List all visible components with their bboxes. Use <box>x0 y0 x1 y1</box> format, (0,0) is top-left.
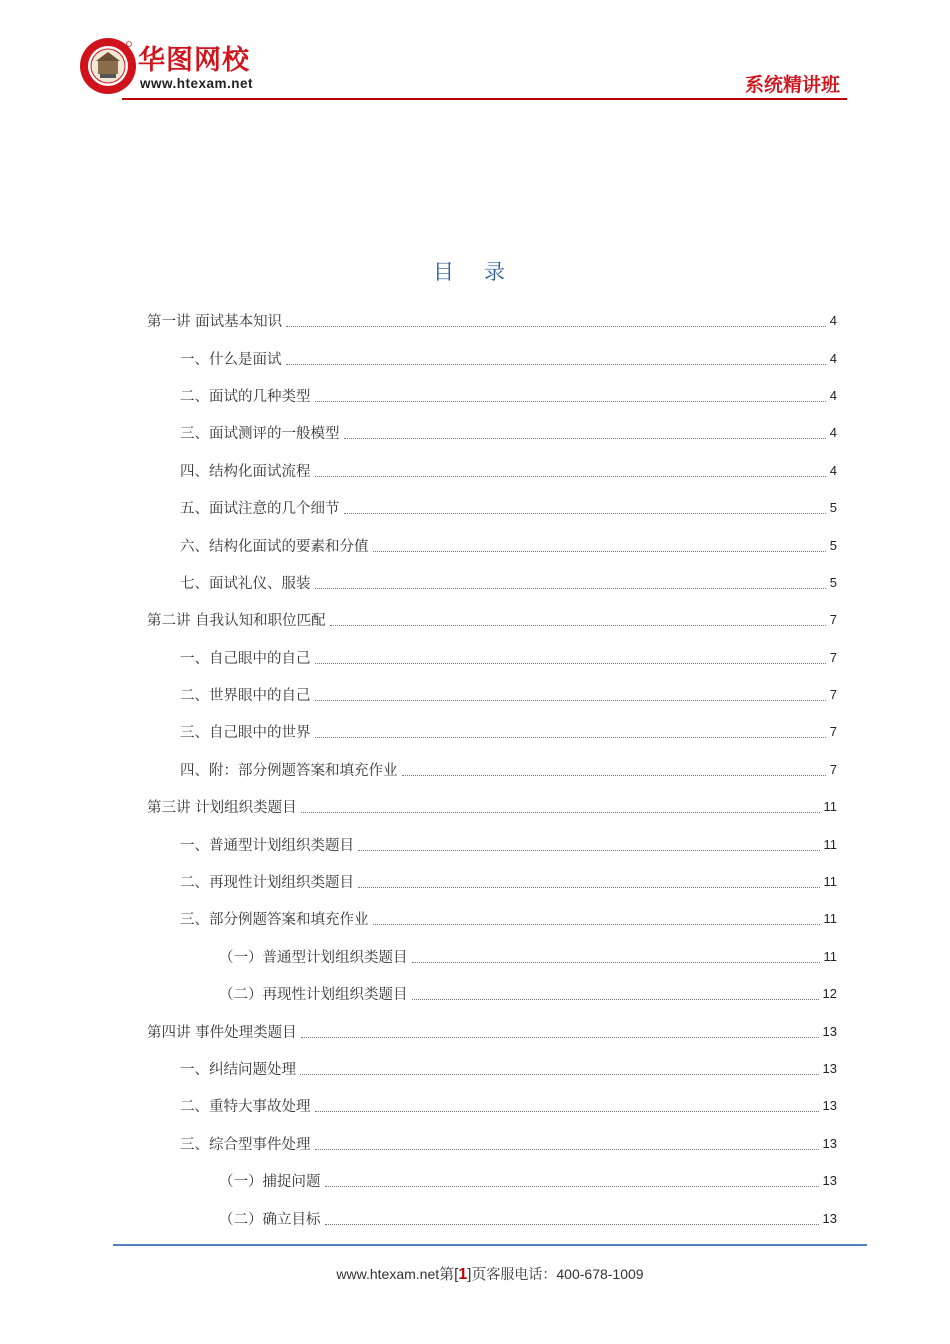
toc-entry-text: 一、什么是面试 <box>180 351 282 368</box>
dot-leader <box>300 1074 819 1075</box>
course-label: 系统精讲班 <box>744 74 840 96</box>
toc-page-number: 7 <box>829 649 837 665</box>
toc-entry-text: 一、纠结问题处理 <box>180 1062 296 1078</box>
dot-leader <box>373 924 820 925</box>
dot-leader <box>330 625 826 626</box>
toc-entry-text: 五、面试注意的几个细节 <box>180 501 340 518</box>
toc-entry-text: 三、面试测评的一般模型 <box>180 426 340 443</box>
toc-entry-text: （二）确立目标 <box>219 1211 321 1228</box>
toc-entry-text: 三、综合型事件处理 <box>180 1136 311 1153</box>
toc-entry-text: 一、普通型计划组织类题目 <box>180 837 354 854</box>
toc-page-number: 4 <box>829 387 837 403</box>
toc-entry[interactable] <box>147 639 837 676</box>
dot-leader <box>301 812 820 813</box>
huatu-logo-icon <box>78 36 138 96</box>
toc-entry[interactable] <box>147 938 837 975</box>
service-label: 客服电话： <box>486 1266 557 1282</box>
toc-page-number: 13 <box>822 1098 837 1114</box>
toc-page-number: 4 <box>829 425 837 441</box>
toc-entry-lecture-2[interactable] <box>147 601 837 638</box>
toc-entry[interactable] <box>147 526 837 563</box>
toc-page-number: 11 <box>823 836 837 852</box>
toc-page-number: 7 <box>829 612 837 628</box>
toc-page-number: 5 <box>829 537 837 553</box>
toc-entry-text: 第四讲 事件处理类题目 <box>147 1024 297 1041</box>
toc-page-number: 5 <box>829 574 837 590</box>
toc-entry[interactable] <box>147 489 837 526</box>
page-number-prefix: 第[ <box>439 1266 459 1283</box>
toc-page-number: 13 <box>822 1061 837 1076</box>
toc-entry-text: （一）普通型计划组织类题目 <box>219 949 408 966</box>
toc-entry[interactable] <box>147 751 837 788</box>
toc-entry[interactable] <box>147 863 837 900</box>
dot-leader <box>315 476 826 477</box>
toc-entry[interactable] <box>147 377 837 414</box>
toc-page-number: 13 <box>822 1210 837 1226</box>
toc-entry[interactable] <box>147 414 837 451</box>
toc-entry-text: 第一讲 面试基本知识 <box>147 314 283 331</box>
toc-entry[interactable] <box>147 1050 837 1087</box>
brand-url[interactable]: www.htexam.net <box>140 76 254 91</box>
dot-leader <box>412 962 820 963</box>
toc-page-number: 12 <box>822 986 837 1002</box>
toc-page-number: 11 <box>823 799 837 815</box>
toc-page-number: 7 <box>829 687 837 703</box>
dot-leader <box>315 737 826 738</box>
toc-entry[interactable] <box>147 339 837 376</box>
toc-page-number: 11 <box>823 874 837 890</box>
toc-entry[interactable] <box>147 676 837 713</box>
toc-entry-text: 四、结构化面试流程 <box>180 463 311 480</box>
toc-page-number: 4 <box>829 350 837 366</box>
toc-entry-text: 二、面试的几种类型 <box>180 388 311 405</box>
toc-entry-text: （二）再现性计划组织类题目 <box>219 987 408 1004</box>
dot-leader <box>301 1037 819 1038</box>
dot-leader <box>315 700 826 701</box>
dot-leader <box>325 1224 819 1225</box>
toc-entry[interactable] <box>147 1087 837 1124</box>
toc-entry-text: 七、面试礼仪、服装 <box>180 575 311 592</box>
toc-entry-lecture-3[interactable] <box>147 788 837 825</box>
header-divider <box>122 98 847 100</box>
toc-entry[interactable] <box>147 713 837 750</box>
toc-page-number: 4 <box>829 462 837 478</box>
footer-divider <box>113 1244 867 1246</box>
toc-entry-text: 一、自己眼中的自己 <box>180 650 311 667</box>
toc-entry-text: 二、世界眼中的自己 <box>180 688 311 705</box>
toc-entry-text: （一）捕捉问题 <box>219 1174 321 1191</box>
dot-leader <box>412 999 819 1000</box>
toc-entry[interactable] <box>147 825 837 862</box>
page-header <box>78 36 848 100</box>
toc-entry[interactable] <box>147 975 837 1012</box>
dot-leader <box>344 438 826 439</box>
toc-entry-text: 第三讲 计划组织类题目 <box>147 800 297 817</box>
dot-leader <box>286 326 826 327</box>
toc-page-number: 13 <box>822 1135 837 1151</box>
toc-entry-lecture-1[interactable] <box>147 302 837 339</box>
service-phone: 400-678-1009 <box>556 1266 644 1282</box>
toc-page-number: 7 <box>829 761 837 777</box>
toc-entry-text: 第二讲 自我认知和职位匹配 <box>147 613 326 630</box>
toc-page-number: 13 <box>822 1173 837 1189</box>
dot-leader <box>373 551 826 552</box>
dot-leader <box>315 401 826 402</box>
toc-entry[interactable] <box>147 1199 837 1236</box>
dot-leader <box>358 850 820 851</box>
dot-leader <box>315 1111 819 1112</box>
toc-page-number: 11 <box>823 911 837 927</box>
toc-entry-text: 三、自己眼中的世界 <box>180 725 311 742</box>
toc-entry[interactable] <box>147 452 837 489</box>
dot-leader <box>286 364 826 365</box>
dot-leader <box>325 1186 819 1187</box>
footer-url[interactable]: www.htexam.net <box>336 1266 440 1282</box>
toc-page-number: 5 <box>829 500 837 516</box>
dot-leader <box>315 663 826 664</box>
page-footer <box>0 1263 950 1284</box>
page-number: 1 <box>458 1266 468 1283</box>
brand-name: 华图网校 <box>138 45 250 76</box>
toc-entry-text: 三、部分例题答案和填充作业 <box>180 912 369 929</box>
toc-entry-text: 二、重特大事故处理 <box>180 1099 311 1116</box>
table-of-contents <box>147 302 837 1237</box>
dot-leader <box>315 588 826 589</box>
page-number-suffix: ]页 <box>467 1266 487 1283</box>
toc-page-number: 13 <box>822 1023 837 1039</box>
toc-page-number: 4 <box>829 313 837 329</box>
toc-entry-text: 二、再现性计划组织类题目 <box>180 875 354 892</box>
toc-page-number: 7 <box>829 724 837 740</box>
dot-leader <box>402 775 826 776</box>
toc-entry[interactable] <box>147 1125 837 1162</box>
toc-entry-text: 四、附：部分例题答案和填充作业 <box>180 762 398 779</box>
toc-entry[interactable] <box>147 900 837 937</box>
toc-entry[interactable] <box>147 564 837 601</box>
toc-title: 目录 <box>433 260 535 284</box>
dot-leader <box>358 887 820 888</box>
toc-entry[interactable] <box>147 1162 837 1199</box>
toc-entry-lecture-4[interactable] <box>147 1012 837 1049</box>
toc-page-number: 11 <box>823 948 837 964</box>
toc-entry-text: 六、结构化面试的要素和分值 <box>180 538 369 555</box>
dot-leader <box>344 513 826 514</box>
dot-leader <box>315 1149 819 1150</box>
